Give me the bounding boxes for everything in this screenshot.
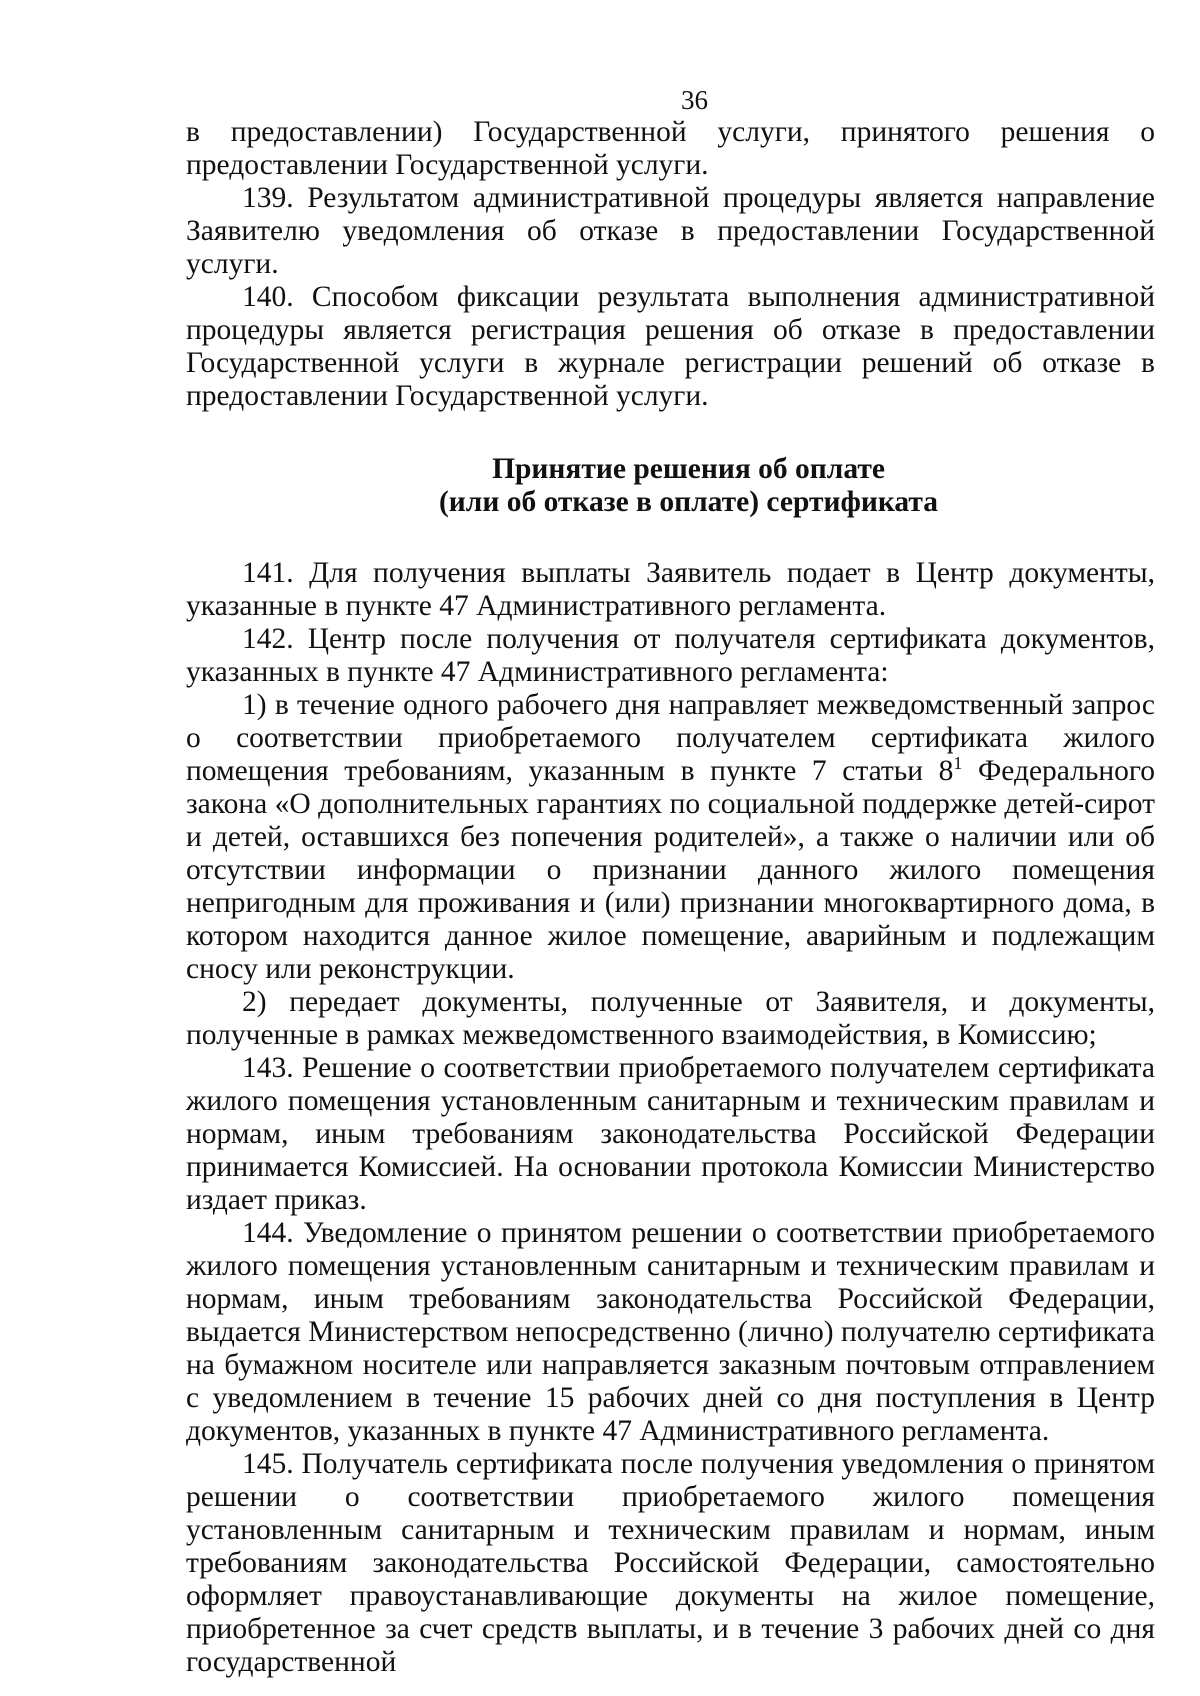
paragraph-139: 139. Результатом административной процедуры является направление Заявителю уведомления об отказе в предоставлении Государственной услуги. [186,182,1155,280]
paragraph-142-item-2: 2) передает документы, полученные от Заявителя, и документы, полученные в рамках межведомственного взаимодействия, в Комиссию; [186,986,1155,1051]
paragraph-142: 142. Центр после получения от получателя сертификата документов, указанных в пункте 47 Административного регламента: [186,623,1155,688]
section-heading-line-1: Принятие решения об оплате [492,453,885,485]
section-heading [186,453,1155,519]
paragraph-142-item-1 [186,689,1155,986]
paragraph-140: 140. Способом фиксации результата выполнения административной процедуры является регистрация решения об отказе в предоставлении Государственной услуги в журнале регистрации решений об отказе в предоставлении Государственной услуги. [186,281,1155,412]
item-1-text-after: Федерального закона «О дополнительных гарантиях по социальной поддержке детей-сирот и детей, оставшихся без попечения родителей», а также о наличии или об отсутствии информации о признании данного жилого помещения непригодным для проживания и (или) признании многоквартирного дома, в котором находится данное жилое помещение, аварийным и подлежащим сносу или реконструкции. [186,755,1155,985]
paragraph-143: 143. Решение о соответствии приобретаемого получателем сертификата жилого помещения установленным санитарным и техническим правилам и нормам, иным требованиям законодательства Российской Федерации принимается Комиссией. На основании протокола Комиссии Министерство издает приказ. [186,1052,1155,1216]
section-heading-line-2: (или об отказе в оплате) сертификата [438,486,939,518]
footnote-superscript: 1 [953,753,963,774]
paragraph-141: 141. Для получения выплаты Заявитель подает в Центр документы, указанные в пункте 47 Административного регламента. [186,557,1155,622]
paragraph-145: 145. Получатель сертификата после получения уведомления о принятом решении о соответствии приобретаемого жилого помещения установленным санитарным и техническим правилам и нормам, иным требованиям законодательства Российской Федерации, самостоятельно оформляет правоустанавливающие документы на жилое помещение, приобретенное за счет средств выплаты, и в течение 3 рабочих дней со дня государственной [186,1448,1155,1678]
item-1-text-before: 1) в течение одного рабочего дня направляет межведомственный запрос о соответствии приобретаемого получателем сертификата жилого помещения требованиям, указанным в пункте 7 статьи 8 [186,689,1155,787]
paragraph-144: 144. Уведомление о принятом решении о соответствии приобретаемого жилого помещения установленным санитарным и техническим правилам и нормам, иным требованиям законодательства Российской Федерации, выдается Министерством непосредственно (лично) получателю сертификата на бумажном носителе или направляется заказным почтовым отправлением с уведомлением в течение 15 рабочих дней со дня поступления в Центр документов, указанных в пункте 47 Административного регламента. [186,1217,1155,1447]
document-page [186,84,1155,1679]
paragraph-continuation: в предоставлении) Государственной услуги, принятого решения о предоставлении Государственной услуги. [186,116,1155,181]
page-number: 36 [681,85,708,115]
